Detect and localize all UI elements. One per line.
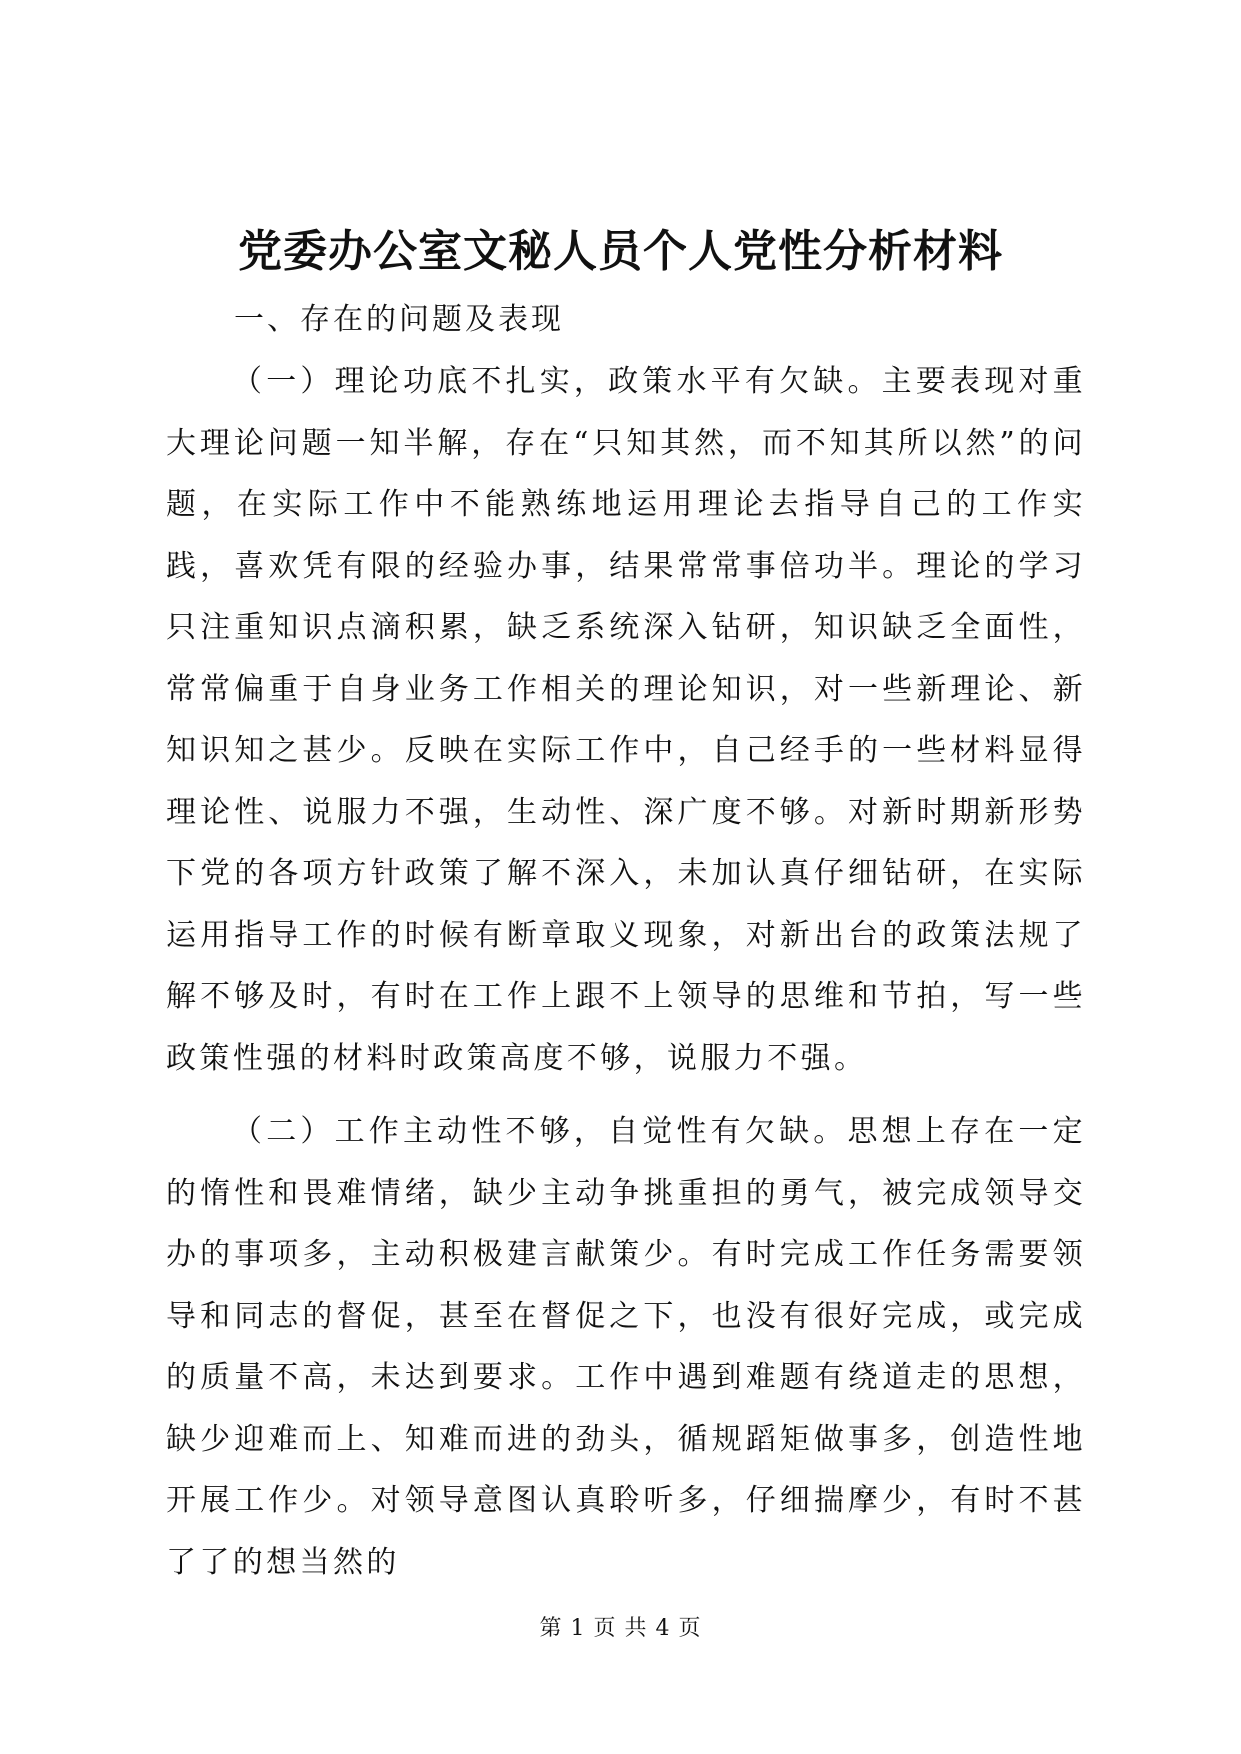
paragraph-2: （二）工作主动性不够，自觉性有欠缺。思想上存在一定的惰性和畏难情绪，缺少主动争挑重担的勇气，被完成领导交办的事项多，主动积极建言献策少。有时完成工作任务需要领导和同志的督促，甚至在督促之下，也没有很好完成，或完成的质量不高，未达到要求。工作中遇到难题有绕道走的思想，缺少迎难而上、知难而进的劲头，循规蹈矩做事多，创造性地开展工作少。对领导意图认真聆听多，仔细揣摩少，有时不甚了了的想当然的 bbox=[166, 1114, 1086, 1580]
section-heading: 一、存在的问题及表现 bbox=[234, 302, 564, 337]
page-footer: 第 1 页 共 4 页 bbox=[539, 1616, 702, 1641]
paragraph-1: （一）理论功底不扎实，政策水平有欠缺。主要表现对重大理论问题一知半解，存在“只知其然，而不知其所以然”的问题，在实际工作中不能熟练地运用理论去指导自己的工作实践，喜欢凭有限的经验办事，结果常常事倍功半。理论的学习只注重知识点滴积累，缺乏系统深入钻研，知识缺乏全面性，常常偏重于自身业务工作相关的理论知识，对一些新理论、新知识知之甚少。反映在实际工作中，自己经手的一些材料显得理论性、说服力不强，生动性、深广度不够。对新时期新形势下党的各项方针政策了解不深入，未加认真仔细钻研，在实际运用指导工作的时候有断章取义现象，对新出台的政策法规了解不够及时，有时在工作上跟不上领导的思维和节拍，写一些政策性强的材料时政策高度不够，说服力不强。 bbox=[166, 364, 1086, 1076]
document-title: 党委办公室文秘人员个人党性分析材料 bbox=[238, 226, 1003, 277]
